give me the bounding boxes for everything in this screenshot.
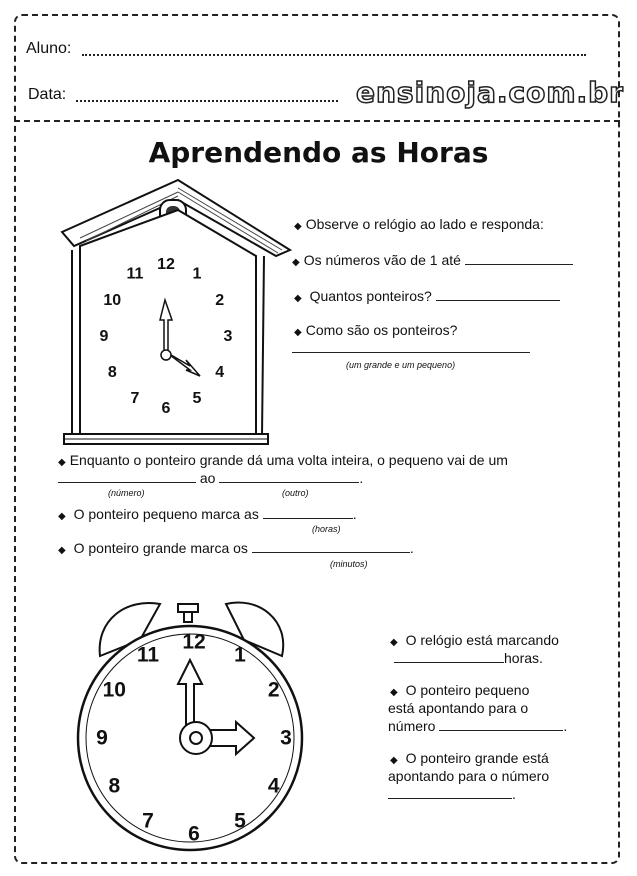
wall-clock-number-4: 4: [215, 363, 225, 381]
question-small-pointer: ◆ O ponteiro pequeno: [390, 682, 530, 698]
answer-small-hand[interactable]: [263, 506, 353, 519]
question-observe: ◆ Observe o relógio ao lado e responda:: [294, 216, 544, 232]
answer-big-pointer-line: .: [388, 786, 516, 802]
question-hand-shape: ◆ Como são os ponteiros?: [294, 322, 458, 338]
brand-logo: ensinoja.com.br: [356, 76, 624, 109]
alarm-clock-number-2: 2: [267, 678, 280, 702]
alarm-clock-number-10: 10: [102, 678, 126, 702]
wall-clock-drawing: [62, 180, 290, 444]
wall-clock-number-7: 7: [130, 390, 140, 408]
answer-small-pointer[interactable]: [439, 718, 563, 731]
answer-big-pointer[interactable]: [388, 786, 512, 799]
wall-clock-number-12: 12: [157, 255, 175, 273]
answer-to-number[interactable]: [219, 470, 359, 483]
alarm-clock-number-4: 4: [267, 774, 280, 798]
wall-clock-number-5: 5: [192, 390, 202, 408]
question-small-pointer-line2: está apontando para o: [388, 700, 529, 716]
answer-small-pointer-line: número .: [388, 718, 568, 734]
date-label: Data:: [28, 86, 67, 103]
alarm-clock-number-7: 7: [142, 809, 154, 833]
question-hand-count: ◆ Quantos ponteiros?: [294, 288, 560, 304]
student-label: Aluno:: [26, 40, 72, 57]
hint-hours: (horas): [312, 524, 341, 534]
alarm-clock-number-12: 12: [182, 630, 206, 654]
alarm-clock-number-9: 9: [96, 726, 108, 750]
wall-clock-number-11: 11: [126, 265, 144, 283]
question-big-hand: ◆ O ponteiro grande marca os .: [58, 540, 414, 556]
answer-clock-time-line: horas.: [394, 650, 543, 666]
alarm-clock-number-3: 3: [280, 726, 292, 750]
wall-clock-number-1: 1: [192, 265, 202, 283]
hint-other: (outro): [282, 488, 309, 498]
answer-hand-count[interactable]: [436, 288, 560, 301]
hint-number: (número): [108, 488, 145, 498]
hint-hand-shape: (um grande e um pequeno): [346, 360, 456, 370]
answer-full-turn-line: ao .: [58, 470, 363, 486]
alarm-clock-number-5: 5: [234, 809, 246, 833]
wall-clock-number-9: 9: [99, 327, 109, 345]
question-numbers-range: ◆ Os números vão de 1 até: [292, 252, 573, 268]
alarm-clock-number-1: 1: [234, 643, 246, 667]
alarm-clock-number-6: 6: [188, 822, 200, 846]
wall-clock-number-6: 6: [161, 399, 171, 417]
answer-numbers-range[interactable]: [465, 252, 573, 265]
answer-from-number[interactable]: [58, 470, 196, 483]
question-clock-time: ◆ O relógio está marcando: [390, 632, 559, 648]
hint-minutes: (minutos): [330, 559, 368, 569]
question-small-hand: ◆ O ponteiro pequeno marca as .: [58, 506, 357, 522]
wall-clock-number-2: 2: [215, 291, 225, 309]
wall-clock-number-8: 8: [107, 363, 117, 381]
question-big-pointer-line2: apontando para o número: [388, 768, 550, 784]
alarm-clock-number-11: 11: [136, 643, 160, 667]
question-big-pointer: ◆ O ponteiro grande está: [390, 750, 549, 766]
wall-clock-number-10: 10: [103, 291, 122, 309]
answer-hand-shape-line[interactable]: [292, 340, 530, 356]
alarm-clock-number-8: 8: [108, 774, 121, 798]
question-full-turn: ◆ Enquanto o ponteiro grande dá uma volta inteira, o pequeno vai de um: [58, 452, 508, 468]
answer-clock-time[interactable]: [394, 650, 504, 663]
wall-clock-number-3: 3: [223, 327, 233, 345]
answer-big-hand[interactable]: [252, 540, 410, 553]
page-title: Aprendendo as Horas: [148, 136, 489, 169]
